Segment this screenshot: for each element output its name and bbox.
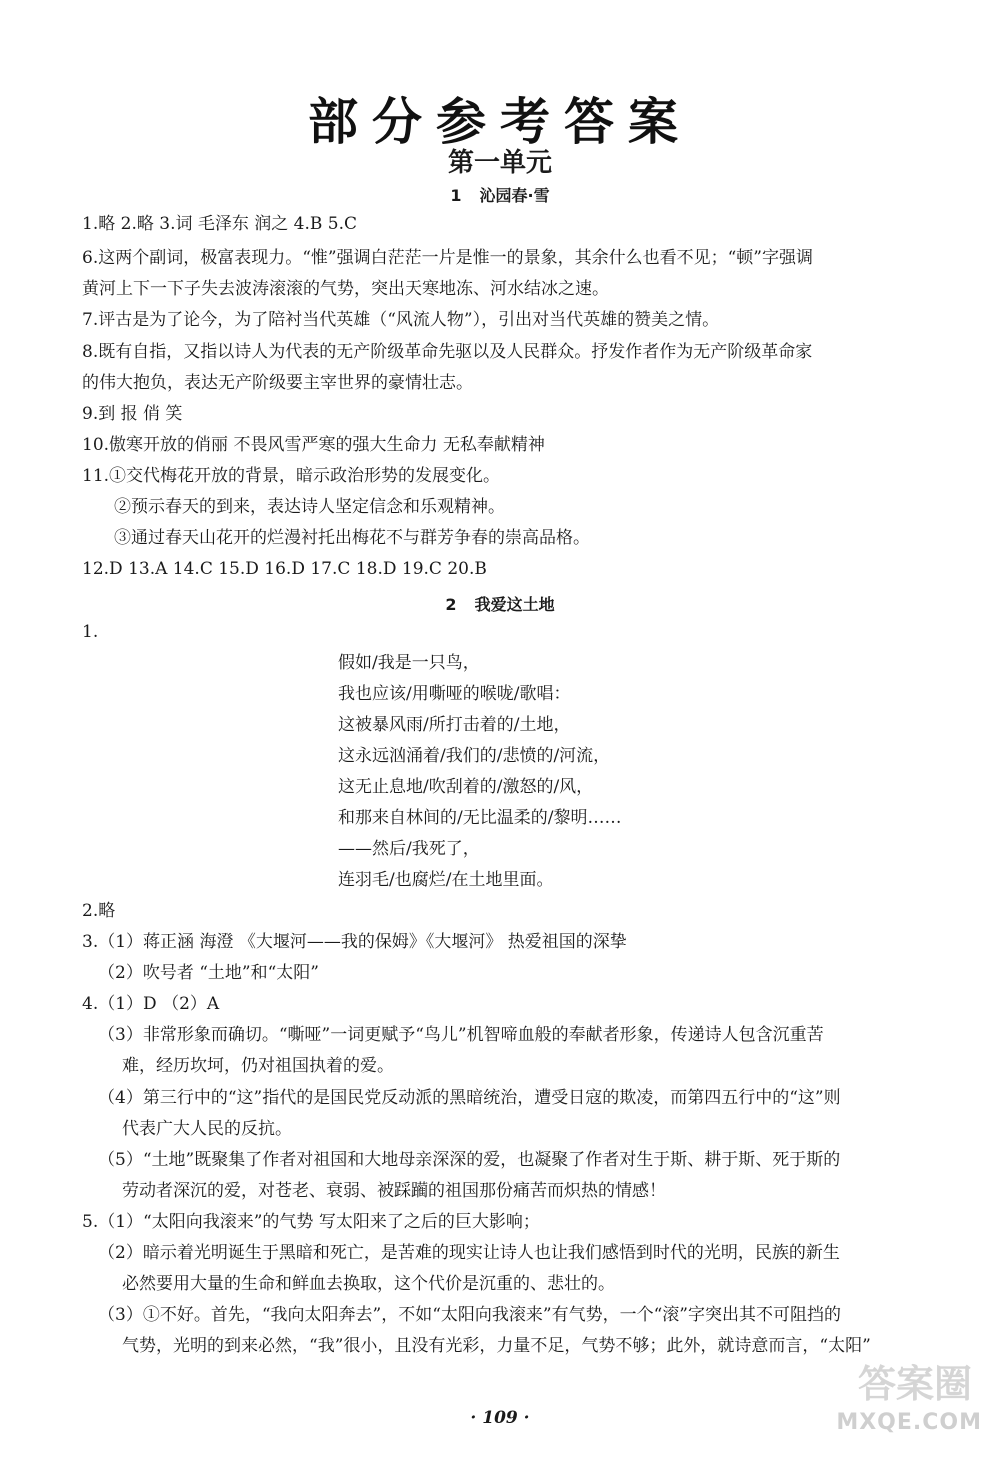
lesson-2-title [0,592,1000,615]
poem-line: 这无止息地/吹刮着的/激怒的/风， [338,777,594,797]
poem-line: 假如/我是一只鸟， [338,653,480,673]
answer-line: ②预示春天的到来，表达诗人坚定信念和乐观精神。 [114,497,505,517]
answer-line: 9.到 报 俏 笑 [82,404,183,424]
page-number: · 109 · [470,1408,530,1428]
poem-line: 这永远汹涌着/我们的/悲愤的/河流， [338,746,611,766]
lesson-1-number: 1 [450,186,462,205]
answer-line: 黄河上下一下子失去波涛滚滚的气势，突出天寒地冻、河水结冰之速。 [82,279,609,299]
unit-title: 第一单元 [447,148,552,178]
answer-line: 10.傲寒开放的俏丽 不畏风雪严寒的强大生命力 无私奉献精神 [82,435,545,455]
answer-line: 4.（1）D （2）A [82,994,220,1014]
poem-line: 我也应该/用嘶哑的喉咙/歌唱： [338,684,571,704]
answer-line: 6.这两个副词，极富表现力。“惟”强调白茫茫一片是惟一的景象，其余什么也看不见；“顿”字强调 [82,248,813,268]
answer-line: 1.略 2.略 3.词 毛泽东 润之 4.B 5.C [82,214,358,234]
answer-line: （2）暗示着光明诞生于黑暗和死亡，是苦难的现实让诗人也让我们感悟到时代的光明，民族的新生 [98,1243,840,1263]
lesson-2-name: 我爱这土地 [474,595,555,614]
watermark-logo [802,1345,982,1435]
answer-line: 1. [82,622,99,642]
answer-line: 必然要用大量的生命和鲜血去换取，这个代价是沉重的、悲壮的。 [122,1274,615,1294]
poem-line: 这被暴风雨/所打击着的/土地， [338,715,571,735]
poem-line: 和那来自林间的/无比温柔的/黎明…… [338,808,622,828]
answer-line: 代表广大人民的反抗。 [122,1119,292,1139]
answer-line: （5）“土地”既聚集了作者对祖国和大地母亲深深的爱，也凝聚了作者对生于斯、耕于斯、死于斯的 [98,1150,841,1170]
answer-line: 3.（1）蒋正涵 海澄 《大堰河——我的保姆》《大堰河》 热爱祖国的深挚 [82,932,627,952]
answer-line: 的伟大抱负，表达无产阶级要主宰世界的豪情壮志。 [82,373,473,393]
answer-line: 8.既有自指，又指以诗人为代表的无产阶级革命先驱以及人民群众。抒发作者作为无产阶级革命家 [82,342,813,362]
answer-line: （3）①不好。首先，“我向太阳奔去”，不如“太阳向我滚来”有气势，一个“滚”字突出其不可阻挡的 [98,1305,841,1325]
answer-line: 5.（1）“太阳向我滚来”的气势 写太阳来了之后的巨大影响； [82,1212,540,1232]
watermark-site: MXQE.COM [836,1410,982,1435]
answer-line: 劳动者深沉的爱，对苍老、衰弱、被踩躏的祖国那份痛苦而炽热的情感！ [122,1181,666,1201]
lesson-1-title [0,183,1000,206]
answer-line: 11.①交代梅花开放的背景，暗示政治形势的发展变化。 [82,466,501,486]
page-title: 部分参考答案 [308,92,692,151]
lesson-2-number: 2 [445,595,457,614]
answer-line: （3）非常形象而确切。“嘶哑”一词更赋予“鸟儿”机智啼血般的奉献者形象，传递诗人包含沉重苦 [98,1025,824,1045]
answer-line: 气势，光明的到来必然，“我”很小，且没有光彩，力量不足，气势不够；此外，就诗意而言，“太阳” [122,1336,871,1356]
watermark-logo-text: 答案圈 [857,1362,972,1406]
answer-line: 2.略 [82,901,116,921]
answer-line: （2）吹号者 “土地”和“太阳” [98,963,319,983]
poem-line: ——然后/我死了， [338,839,480,859]
answer-line: 12.D 13.A 14.C 15.D 16.D 17.C 18.D 19.C 20.B [82,559,487,579]
answer-line: 7.评古是为了论今，为了陪衬当代英雄（“风流人物”），引出对当代英雄的赞美之情。 [82,310,720,330]
poem-line: 连羽毛/也腐烂/在土地里面。 [338,870,554,890]
answer-line: ③通过春天山花开的烂漫衬托出梅花不与群芳争春的崇高品格。 [114,528,590,548]
lesson-1-name: 沁园春·雪 [479,186,550,205]
answer-line: （4）第三行中的“这”指代的是国民党反动派的黑暗统治，遭受日寇的欺凌，而第四五行中的“这”则 [98,1088,841,1108]
answer-line: 难，经历坎坷，仍对祖国执着的爱。 [122,1056,394,1076]
